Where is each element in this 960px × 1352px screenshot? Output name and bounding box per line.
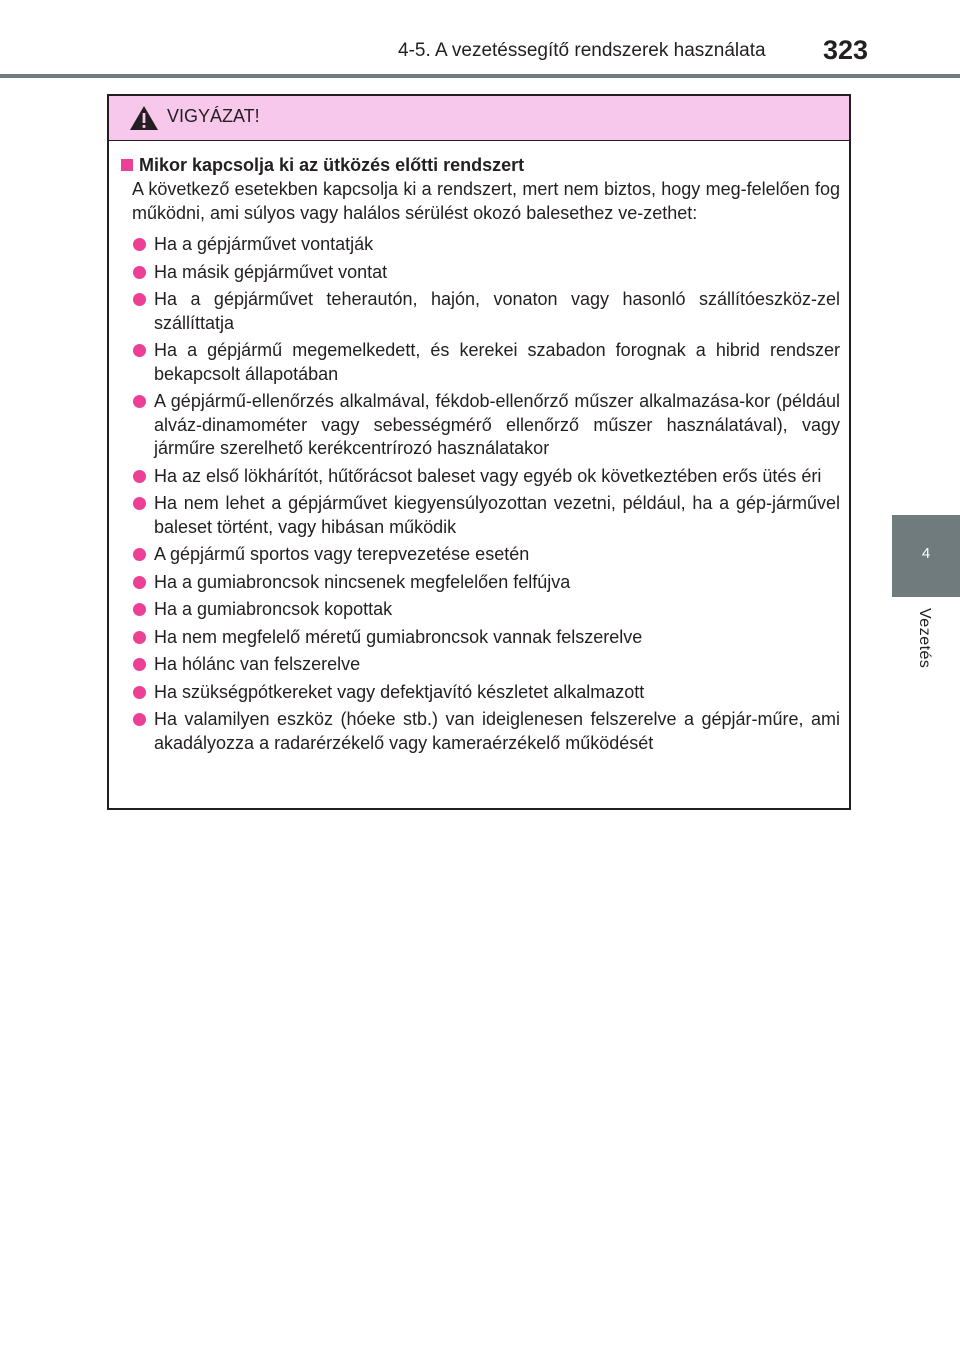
- condition-list: [121, 233, 840, 755]
- list-item-text: Ha az első lökhárítót, hűtőrácsot baleset vagy egyéb ok következtében erős ütés éri: [154, 465, 822, 486]
- chapter-number: 4: [921, 545, 931, 562]
- warning-triangle-icon: [129, 105, 159, 136]
- list-item-text: Ha nem megfelelő méretű gumiabroncsok vannak felszerelve: [154, 626, 643, 647]
- list-item-text: Ha másik gépjárművet vontat: [154, 261, 388, 282]
- round-bullet-icon: [133, 238, 146, 251]
- list-item-text: Ha hólánc van felszerelve: [154, 654, 361, 674]
- round-bullet-icon: [133, 395, 146, 408]
- list-item-text: A gépjármű-ellenőrzés alkalmával, fékdob-ellenőrző műszer alkalmazása-kor (például alváz-dinamométer vagy sebességmérő ellenőrző műszer használatával), vagy járműre szerelhető kerékcentrírozó használatakor: [154, 391, 840, 458]
- round-bullet-icon: [133, 548, 146, 561]
- list-item-text: Ha a gépjárművet teherautón, hajón, vonaton vagy hasonló szállítóeszköz-zel szállíttatja: [154, 289, 840, 333]
- list-item-text: Ha nem lehet a gépjárművet kiegyensúlyozottan vezetni, például, ha a gép-járművel baleset történt, vagy hibásan működik: [154, 493, 840, 537]
- list-item: [121, 390, 840, 461]
- round-bullet-icon: [133, 497, 146, 510]
- intro-paragraph: A következő esetekben kapcsolja ki a rendszert, mert nem biztos, hogy meg-felelően fog működni, ami súlyos vagy halálos sérülést okozó balesethez ve-zethet:: [132, 179, 840, 223]
- list-item-text: A gépjármű sportos vagy terepvezetése esetén: [154, 544, 530, 564]
- list-item-text: Ha a gumiabroncsok nincsenek megfelelően felfújva: [154, 571, 571, 592]
- list-item: [121, 492, 840, 539]
- list-item: [121, 465, 840, 489]
- list-item-text: Ha valamilyen eszköz (hóeke stb.) van ideiglenesen felszerelve a gépjár-műre, ami akadályozza a radarérzékelő vagy kameraérzékelő működését: [154, 709, 840, 753]
- list-item: [121, 261, 840, 285]
- section-heading: [121, 154, 840, 177]
- warning-title: VIGYÁZAT!: [167, 106, 260, 126]
- list-item-text: Ha a gépjárművet vontatják: [154, 234, 374, 254]
- list-item: [121, 598, 840, 622]
- list-item: [121, 288, 840, 335]
- list-item: [121, 653, 840, 677]
- round-bullet-icon: [133, 470, 146, 483]
- round-bullet-icon: [133, 576, 146, 589]
- round-bullet-icon: [133, 631, 146, 644]
- round-bullet-icon: [133, 266, 146, 279]
- list-item: [121, 339, 840, 386]
- round-bullet-icon: [133, 686, 146, 699]
- square-bullet-icon: [121, 159, 133, 171]
- list-item-text: Ha a gépjármű megemelkedett, és kerekei szabadon forognak a hibrid rendszer bekapcsolt állapotában: [154, 340, 840, 384]
- section-heading-text: Mikor kapcsolja ki az ütközés előtti rendszert: [139, 155, 525, 175]
- chapter-label: Vezetés: [916, 608, 933, 669]
- warning-box: [107, 94, 851, 810]
- round-bullet-icon: [133, 713, 146, 726]
- section-title: 4-5. A vezetéssegítő rendszerek használata: [398, 40, 766, 61]
- list-item: [121, 708, 840, 755]
- warning-body: [109, 141, 849, 755]
- list-item-text: Ha a gumiabroncsok kopottak: [154, 599, 393, 619]
- page-number: 323: [823, 35, 869, 65]
- list-item: [121, 543, 840, 567]
- chapter-tab: [892, 515, 960, 597]
- list-item: [121, 626, 840, 650]
- round-bullet-icon: [133, 293, 146, 306]
- round-bullet-icon: [133, 603, 146, 616]
- warning-header: [109, 96, 849, 141]
- round-bullet-icon: [133, 344, 146, 357]
- list-item: [121, 233, 840, 257]
- round-bullet-icon: [133, 658, 146, 671]
- list-item-text: Ha szükségpótkereket vagy defektjavító készletet alkalmazott: [154, 681, 645, 702]
- list-item: [121, 681, 840, 705]
- list-item: [121, 571, 840, 595]
- header-divider: [0, 74, 960, 78]
